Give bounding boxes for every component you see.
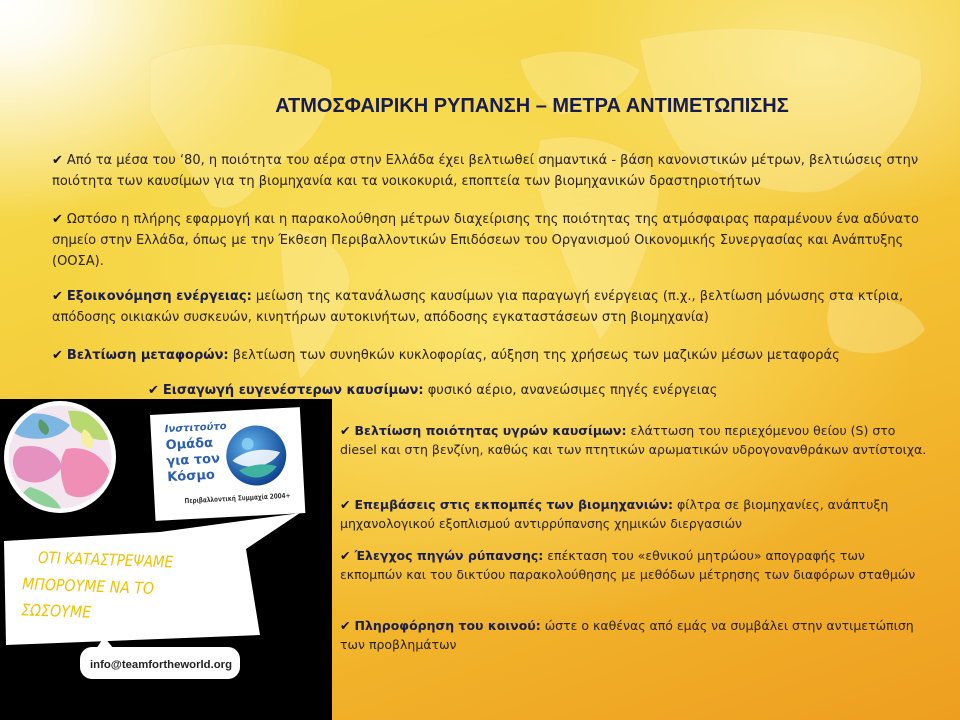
bullet-heading: Εισαγωγή ευγενέστερων καυσίμων: [162,383,424,398]
slide-title: ΑΤΜΟΣΦΑΙΡΙΚΗ ΡΥΠΑΝΣΗ – ΜΕΤΡΑ ΑΝΤΙΜΕΤΩΠΙΣΗΣ [275,95,789,117]
bullet-pollution-sources-control [340,546,930,584]
bullet-transport [52,345,932,366]
slogan-line-1: ΟΤΙ ΚΑΤΑΣΤΡΕΨΑΜΕ [37,547,200,573]
bullet-heading: Επεμβάσεις στις εκπομπές των βιομηχανιών: [354,497,674,512]
card-line-world: Κόσμο [166,467,216,486]
card-line-team: Ομάδα [165,435,214,454]
check-icon [52,153,67,168]
bullet-liquid-fuel-quality [340,421,930,459]
bullet-text: ελάττωση του περιεχόμενου θείου (S) στο diesel και στη βενζίνη, καθώς και των πτητικών αρωματικών υδρογονανθράκων αντίστοιχα. [340,423,927,457]
bullet-text: βελτίωση των συνηθκών κυκλοφορίας, αύξηση της χρήσεως των μαζικών μέσων μεταφοράς [232,348,840,363]
promo-artwork [0,399,332,720]
bullet-energy-saving [52,286,932,328]
bullet-text: επέκταση του «εθνικού μητρώου» απογραφής των εκπομπών και του δικτύου παρακολούθησης με μεθόδων μέτρησης των διαφόρων σταθμών [340,548,916,582]
card-line-institute: Ινστιτούτο [164,421,227,436]
bullet-text: Από τα μέσα του ‘80, η ποιότητα του αέρα στην Ελλάδα έχει βελτιωθεί σημαντικά - βάση κανονιστικών μέτρων, βελτιώσεις στην ποιότητα των καυσίμων για τη βιομηχανία και τα νοικοκυριά, εποπτεία των βιομηχανικών δραστηριοτήτων [52,153,919,189]
check-icon [340,423,354,438]
bullet-cleaner-fuels [148,380,928,401]
bullet-monitoring-weakness [52,209,932,272]
bullet-text: ώστε ο καθένας από εμάς να συμβάλει στην αντιμετώπιση των προβλημάτων [340,618,914,652]
card-line-for-the: για τον [166,451,221,470]
bullet-air-quality-improved [52,150,932,192]
bullet-industrial-emissions [340,495,930,533]
institute-card [150,407,315,521]
check-icon [52,289,67,304]
bullet-heading: Πληροφόρηση του κοινού: [354,618,541,633]
check-icon [148,383,163,398]
promo-panel [0,399,332,720]
slogan-line-3: ΣΩΣΟΥΜΕ [20,600,101,623]
card-subtitle: Περιβαλλοντική Συμμαχία 2004+ [184,490,315,506]
globe-icon [4,401,116,513]
check-icon [340,548,354,563]
bullet-heading: Βελτίωση μεταφορών: [66,348,229,363]
bullet-heading: Βελτίωση ποιότητας υγρών καυσίμων: [354,423,627,438]
slogan-line-2: ΜΠΟΡΟΥΜΕ ΝΑ ΤΟ [21,574,173,599]
contact-email: info@teamfortheworld.org [90,659,232,671]
check-icon [340,618,354,633]
check-icon [340,497,354,512]
check-icon [52,348,67,363]
bullet-heading: Έλεγχος πηγών ρύπανσης: [354,548,544,563]
bullet-heading: Εξοικονόμηση ενέργειας: [66,289,252,304]
bullet-text: φίλτρα σε βιομηχανίες, ανάπτυξη μηχανολογικού εξοπλισμού αντιρρύπανσης χημικών διεργασιών [340,497,889,531]
bullet-text: Ωστόσο η πλήρης εφαρμογή και η παρακολούθηση μέτρων διαχείρισης της ποιότητας της ατμόσφαιρας παραμένουν ένα αδύνατο σημείο στην Ελλάδα, όπως με την Έκθεση Περιβαλλοντικών Επιδόσεων του Οργανισμού Οικονομικής Συνεργασίας και Ανάπτυξης (ΟΟΣΑ). [52,212,919,269]
bullet-public-information [340,616,930,654]
check-icon [52,212,67,227]
email-speech-bubble [80,637,240,679]
slogan-speech-bubble [4,513,300,645]
bullet-text: φυσικό αέριο, ανανεώσιμες πηγές ενέργειας [427,383,718,398]
bullet-text: μείωση της κατανάλωσης καυσίμων για παραγωγή ενέργειας (π.χ., βελτίωση μόνωσης στα κτίρια, απόδοσης οικιακών συσκευών, κινητήρων αυτοκινήτων, απόδοσης εγκαταστάσεων στη βιομηχανία) [52,289,904,325]
